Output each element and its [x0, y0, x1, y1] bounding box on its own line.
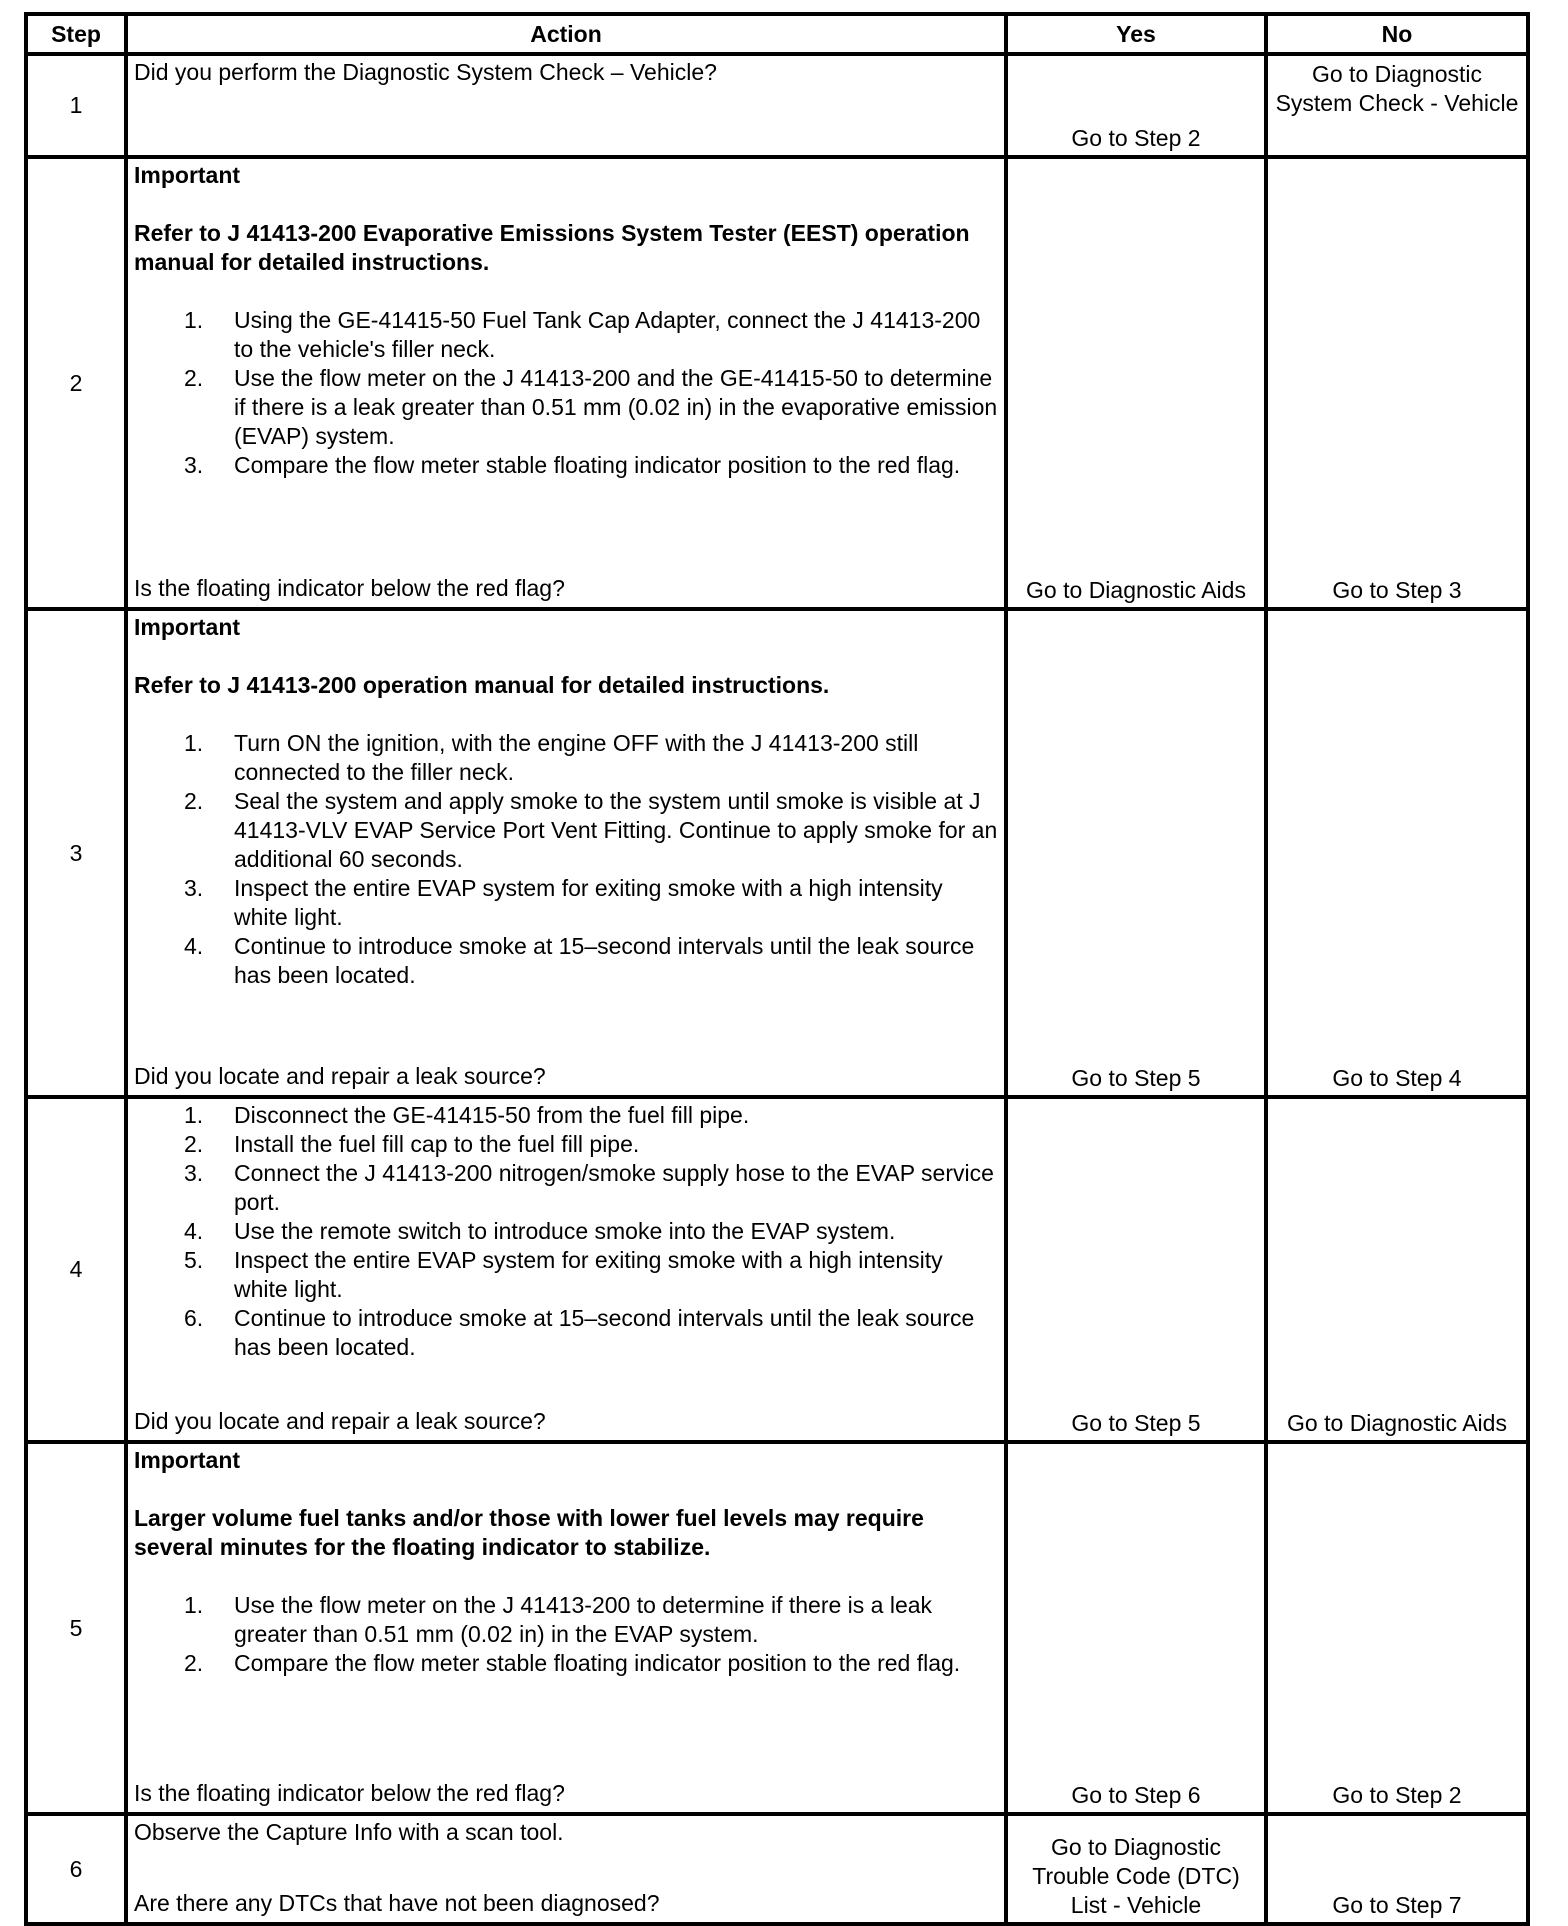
step-question: Is the floating indicator below the red flag? [134, 575, 565, 601]
list-item: 3. Connect the J 41413-200 nitrogen/smoke supply hose to the EVAP service port. [184, 1160, 994, 1215]
action-cell [126, 1442, 1006, 1814]
step-instruction: Observe the Capture Info with a scan tool. [134, 1819, 564, 1845]
action-cell [126, 609, 1006, 1097]
no-result: Go to Step 7 [1266, 1814, 1528, 1924]
list-item: 2. Seal the system and apply smoke to the system until smoke is visible at J 41413-VLV EVAP Service Port Vent Fitting. Continue to apply smoke for an additional 60 seconds. [184, 788, 998, 872]
yes-result: Go to Diagnostic Trouble Code (DTC) List - Vehicle [1006, 1814, 1266, 1924]
action-cell [126, 54, 1006, 157]
yes-result: Go to Step 5 [1006, 609, 1266, 1097]
important-note: Larger volume fuel tanks and/or those with lower fuel levels may require several minutes for the floating indicator to stabilize. [134, 1505, 924, 1560]
yes-result: Go to Step 2 [1006, 54, 1266, 157]
table-row [26, 54, 1528, 157]
table-row [26, 1442, 1528, 1814]
list-item: 3. Inspect the entire EVAP system for exiting smoke with a high intensity white light. [184, 875, 943, 930]
header-step: Step [26, 14, 126, 54]
no-result: Go to Diagnostic System Check - Vehicle [1266, 54, 1528, 157]
action-cell [126, 157, 1006, 609]
no-result: Go to Step 2 [1266, 1442, 1528, 1814]
no-result: Go to Step 3 [1266, 157, 1528, 609]
important-label: Important [134, 1447, 241, 1473]
list-item: 4. Continue to introduce smoke at 15–second intervals until the leak source has been located. [184, 933, 975, 988]
table-header-row [26, 14, 1528, 54]
list-item: 1. Disconnect the GE-41415-50 from the fuel fill pipe. [184, 1102, 750, 1128]
important-note: Refer to J 41413-200 Evaporative Emissions System Tester (EEST) operation manual for detailed instructions. [134, 220, 970, 275]
action-cell [126, 1814, 1006, 1924]
yes-result: Go to Step 5 [1006, 1097, 1266, 1442]
list-item: 2. Compare the flow meter stable floating indicator position to the red flag. [184, 1650, 961, 1676]
diagnostic-table [24, 12, 1530, 1926]
instruction-list [134, 1591, 998, 1678]
step-number: 6 [26, 1814, 126, 1924]
list-item: 3. Compare the flow meter stable floating indicator position to the red flag. [184, 452, 961, 478]
important-label: Important [134, 614, 241, 640]
table-row [26, 1814, 1528, 1924]
instruction-list [134, 729, 998, 990]
step-question: Did you locate and repair a leak source? [134, 1063, 546, 1089]
important-note: Refer to J 41413-200 operation manual for detailed instructions. [134, 672, 830, 698]
table-row [26, 1097, 1528, 1442]
list-item: 2. Use the flow meter on the J 41413-200 and the GE-41415-50 to determine if there is a leak greater than 0.51 mm (0.02 in) in the evaporative emission (EVAP) system. [184, 365, 998, 449]
action-cell [126, 1097, 1006, 1442]
header-action: Action [126, 14, 1006, 54]
list-item: 5. Inspect the entire EVAP system for exiting smoke with a high intensity white light. [184, 1247, 943, 1302]
step-number: 4 [26, 1097, 126, 1442]
yes-result: Go to Step 6 [1006, 1442, 1266, 1814]
step-question: Did you perform the Diagnostic System Check – Vehicle? [134, 59, 717, 85]
step-number: 5 [26, 1442, 126, 1814]
table-row [26, 157, 1528, 609]
list-item: 1. Use the flow meter on the J 41413-200 to determine if there is a leak greater than 0.51 mm (0.02 in) in the EVAP system. [184, 1592, 933, 1647]
table-row [26, 609, 1528, 1097]
instruction-list [134, 1101, 998, 1362]
step-question: Did you locate and repair a leak source? [134, 1408, 546, 1434]
step-number: 1 [26, 54, 126, 157]
step-number: 2 [26, 157, 126, 609]
important-label: Important [134, 162, 241, 188]
step-question: Are there any DTCs that have not been diagnosed? [134, 1890, 660, 1916]
header-yes: Yes [1006, 14, 1266, 54]
list-item: 6. Continue to introduce smoke at 15–second intervals until the leak source has been located. [184, 1305, 975, 1360]
list-item: 1. Using the GE-41415-50 Fuel Tank Cap Adapter, connect the J 41413-200 to the vehicle's filler neck. [184, 307, 981, 362]
list-item: 1. Turn ON the ignition, with the engine OFF with the J 41413-200 still connected to the filler neck. [184, 730, 919, 785]
step-number: 3 [26, 609, 126, 1097]
yes-result: Go to Diagnostic Aids [1006, 157, 1266, 609]
no-result: Go to Diagnostic Aids [1266, 1097, 1528, 1442]
step-question: Is the floating indicator below the red flag? [134, 1780, 565, 1806]
list-item: 4. Use the remote switch to introduce smoke into the EVAP system. [184, 1218, 896, 1244]
instruction-list [134, 306, 998, 480]
header-no: No [1266, 14, 1528, 54]
list-item: 2. Install the fuel fill cap to the fuel fill pipe. [184, 1131, 640, 1157]
no-result: Go to Step 4 [1266, 609, 1528, 1097]
